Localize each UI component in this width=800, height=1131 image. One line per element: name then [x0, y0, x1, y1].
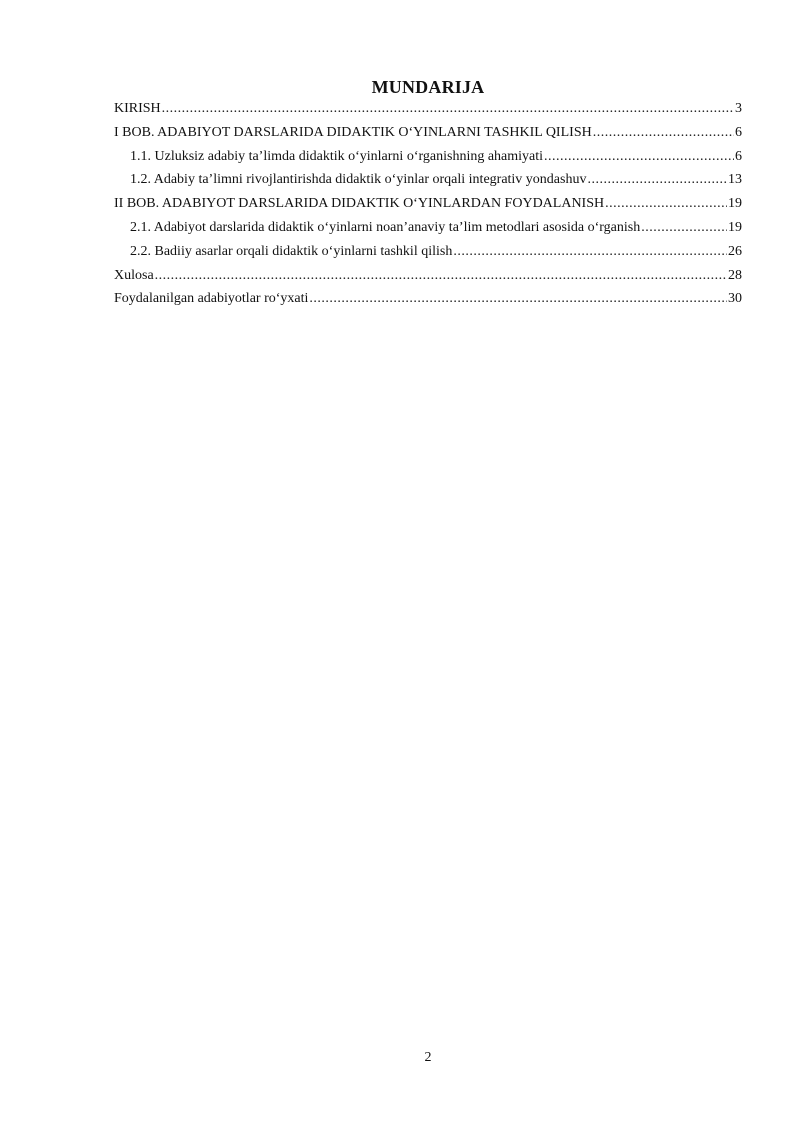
toc-entry-chapter-1[interactable]	[114, 123, 742, 147]
toc-entry-page: 19	[728, 196, 742, 212]
toc-entry-page: 28	[728, 267, 742, 283]
toc-entry-section-1-1[interactable]	[114, 147, 742, 171]
toc-entry-page: 19	[728, 219, 742, 235]
toc-entry-section-1-2[interactable]	[114, 170, 742, 194]
toc-dot-leader	[155, 266, 727, 286]
toc-entry-page: 6	[735, 124, 742, 140]
toc-entry-page: 13	[728, 172, 742, 188]
toc-entry-page: 30	[728, 291, 742, 307]
toc-dot-leader	[605, 194, 727, 214]
toc-entry-bibliography[interactable]	[114, 289, 742, 313]
toc-entry-chapter-2[interactable]	[114, 194, 742, 218]
toc-entry-text: KIRISH	[114, 101, 161, 116]
toc-dot-leader	[641, 218, 727, 238]
toc-dot-leader	[587, 170, 727, 190]
table-of-contents	[114, 99, 742, 313]
toc-entry-section-2-2[interactable]	[114, 242, 742, 266]
toc-entry-text: Xulosa	[114, 267, 154, 283]
toc-entry-page: 3	[735, 101, 742, 116]
toc-entry-xulosa[interactable]	[114, 266, 742, 290]
toc-entry-page: 26	[728, 243, 742, 259]
toc-entry-text: II BOB. ADABIYOT DARSLARIDA DIDAKTIK O‘YINLARDAN FOYDALANISH	[114, 196, 605, 212]
toc-entry-text: 2.2. Badiiy asarlar orqali didaktik o‘yinlarni tashkil qilish	[130, 243, 453, 259]
toc-entry-text: 1.2. Adabiy ta’limni rivojlantirishda didaktik o‘yinlar orqali integrativ yondashuv	[130, 172, 587, 188]
toc-entry-kirish[interactable]	[114, 99, 742, 123]
toc-dot-leader	[453, 242, 727, 262]
toc-entry-section-2-1[interactable]	[114, 218, 742, 242]
toc-entry-page: 6	[735, 148, 742, 164]
toc-entry-text: I BOB. ADABIYOT DARSLARIDA DIDAKTIK O‘YINLARNI TASHKIL QILISH	[114, 124, 592, 140]
toc-dot-leader	[162, 99, 734, 119]
page-number: 2	[424, 1050, 432, 1065]
toc-title: MUNDARIJA	[371, 77, 485, 97]
toc-dot-leader	[544, 147, 734, 167]
toc-dot-leader	[593, 123, 734, 143]
toc-entry-text: 1.1. Uzluksiz adabiy ta’limda didaktik o‘yinlarni o‘rganishning ahamiyati	[130, 148, 544, 164]
toc-entry-text: 2.1. Adabiyot darslarida didaktik o‘yinlarni noan’anaviy ta’lim metodlari asosida o‘rganish	[130, 219, 641, 235]
toc-entry-text: Foydalanilgan adabiyotlar ro‘yxati	[114, 291, 309, 307]
toc-dot-leader	[309, 289, 727, 309]
